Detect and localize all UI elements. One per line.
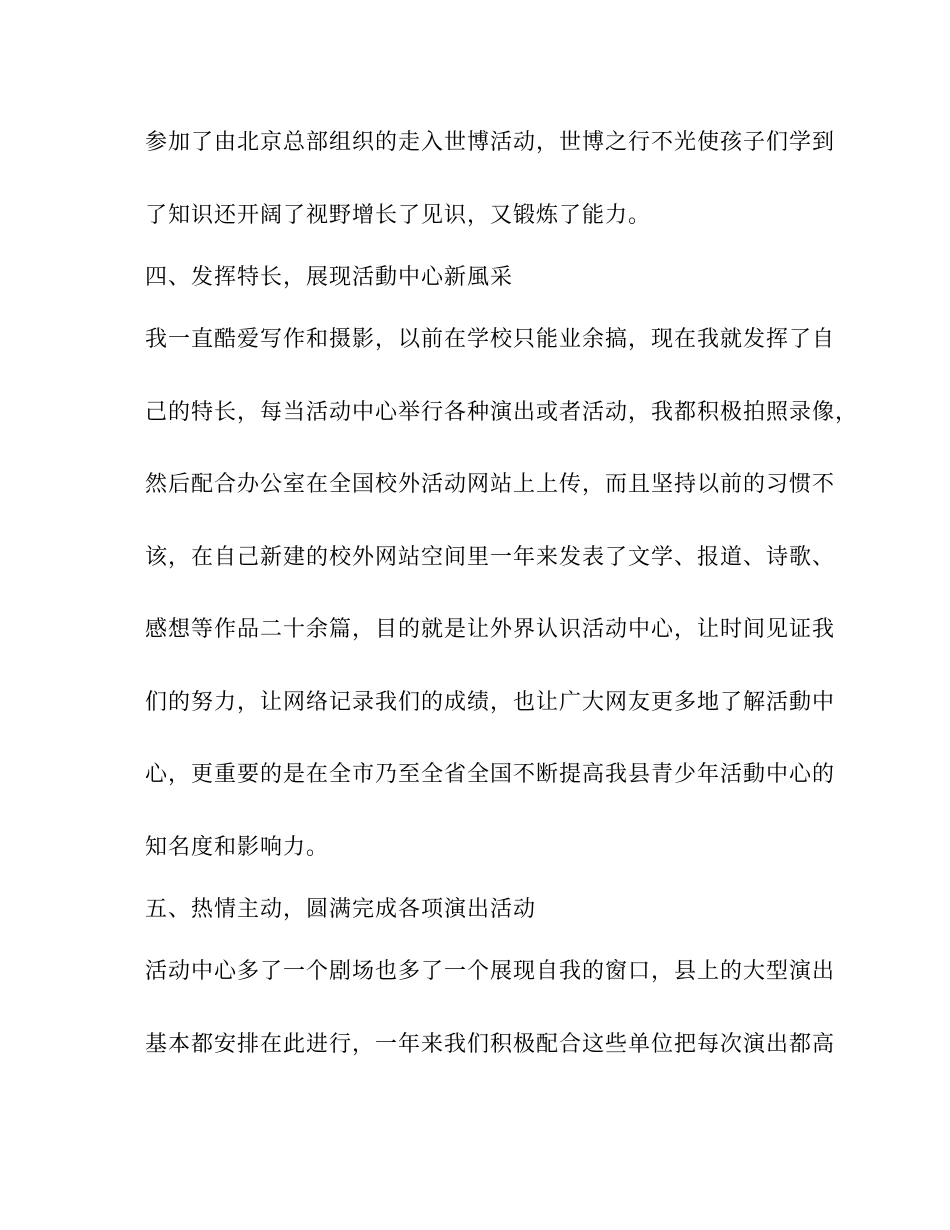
- section-heading: 四、发挥特长，展现活動中心新風采: [145, 265, 514, 290]
- paragraph-line: 然后配合办公室在全国校外活动网站上上传，而且坚持以前的习惯不: [145, 472, 836, 497]
- paragraph-line: 我一直酷爱写作和摄影，以前在学校只能业余搞，现在我就发挥了自: [145, 327, 836, 352]
- paragraph-line: 知名度和影响力。: [145, 835, 330, 860]
- paragraph-line: 该，在自己新建的校外网站空间里一年来发表了文学、报道、诗歌、: [145, 545, 836, 570]
- section-heading: 五、热情主动，圆满完成各项演出活动: [145, 897, 537, 922]
- paragraph-line: 基本都安排在此进行，一年来我们积极配合这些单位把每次演出都高: [145, 1032, 836, 1057]
- paragraph-line: 了知识还开阔了视野增长了见识，又锻炼了能力。: [145, 203, 652, 228]
- paragraph-line: 己的特长，每当活动中心举行各种演出或者活动，我都积极拍照录像，: [145, 400, 859, 425]
- paragraph-line: 参加了由北京总部组织的走入世博活动，世博之行不光使孩子们学到: [145, 130, 836, 155]
- paragraph-line: 感想等作品二十余篇，目的就是让外界认识活动中心，让时间见证我: [145, 617, 836, 642]
- paragraph-line: 活动中心多了一个剧场也多了一个展现自我的窗口，县上的大型演出: [145, 959, 836, 984]
- paragraph-line: 们的努力，让网络记录我们的成绩，也让广大网友更多地了解活動中: [145, 690, 836, 715]
- paragraph-line: 心，更重要的是在全市乃至全省全国不断提高我县青少年活動中心的: [145, 762, 836, 787]
